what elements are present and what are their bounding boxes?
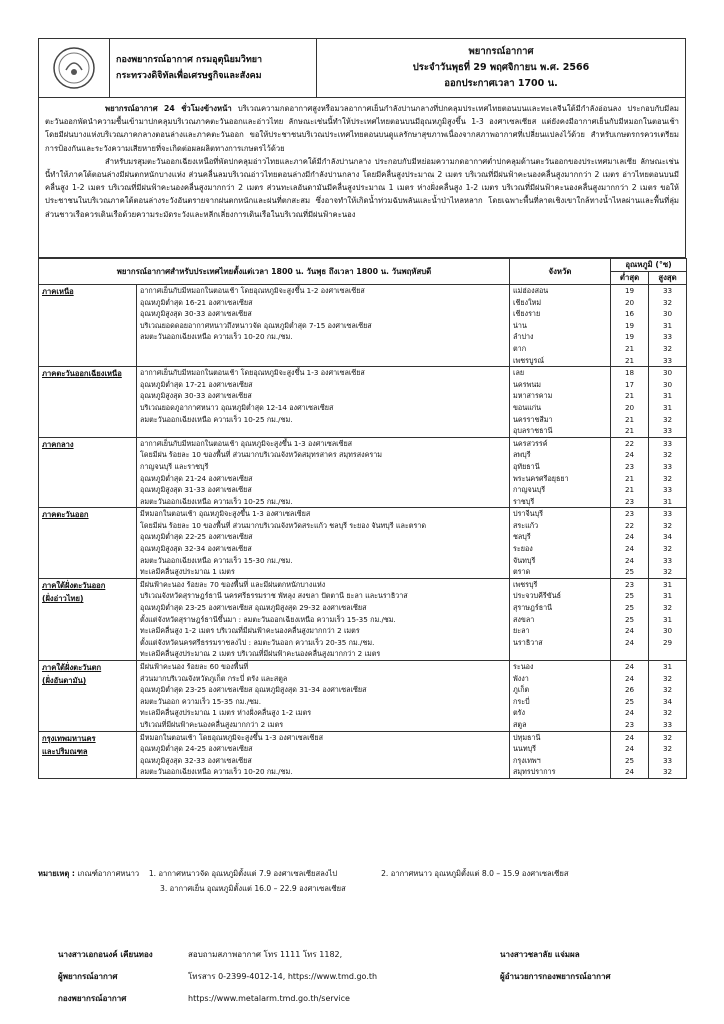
min-temp: 24: [624, 555, 635, 565]
min-temp: 19: [624, 320, 635, 330]
region-name: [39, 285, 137, 367]
forecast-line: ตั้งแต่จังหวัดนครศรีธรรมราชลงไป : ลมตะวันออก ความเร็ว 20-35 กม./ชม.: [140, 637, 375, 647]
min-temp-list: [611, 437, 649, 508]
max-temp: 33: [662, 755, 673, 765]
min-temp: 21: [624, 343, 635, 353]
forecaster-role: ผู้พยากรณ์อากาศ: [58, 972, 118, 981]
province-name: ลพบุรี: [513, 450, 531, 460]
forecast-line: ทะเลมีคลื่นสูงประมาณ 1 เมตร: [140, 567, 235, 577]
max-temp: 33: [662, 485, 673, 495]
region-forecast-text: [137, 578, 510, 660]
min-temp: 19: [624, 332, 635, 342]
province-name: ตรัง: [513, 708, 526, 718]
max-temp: 34: [662, 696, 673, 706]
region-forecast-text: [137, 437, 510, 508]
forecast-line: ทะเลมีคลื่นสูงประมาณ 2 เมตร บริเวณที่มีฝนฟ้าคะนองคลื่นสูงมากกว่า 2 เมตร: [140, 649, 381, 659]
min-temp: 24: [624, 673, 635, 683]
forecast-line: บริเวณจังหวัดสุราษฎร์ธานี นครศรีธรรมราช พัทลุง สงขลา ปัตตานี ยะลา และนราธิวาส: [140, 591, 408, 601]
min-temp: 25: [624, 591, 635, 601]
province-name: พังงา: [513, 673, 529, 683]
max-temp: 32: [662, 450, 673, 460]
province-name: พระนครศรีอยุธยา: [513, 473, 569, 483]
province-list: [510, 285, 611, 367]
contact-phone: สอบถามสภาพอากาศ โทร 1111 โทร 1182,: [188, 950, 343, 959]
region-forecast-text: [137, 508, 510, 579]
forecast-line: มีฝนฟ้าคะนอง ร้อยละ 60 ของพื้นที่: [140, 662, 249, 671]
region-name-line1: ภาคใต้ฝั่งตะวันตก: [42, 663, 102, 672]
max-temp: 32: [662, 708, 673, 718]
province-name: ประจวบคีรีขันธ์: [513, 591, 561, 601]
min-temp: 24: [624, 732, 635, 742]
forecast-line: อุณหภูมิสูงสุด 31-33 องศาเซลเซียส: [140, 485, 252, 495]
max-temp-list: [649, 367, 687, 438]
org-line1: กองพยากรณ์อากาศ กรมอุตุนิยมวิทยา: [116, 55, 263, 65]
forecast-line: ลมตะวันออกเฉียงเหนือ ความเร็ว 10-25 กม./ชม.: [140, 414, 293, 424]
province-name: ระยอง: [513, 544, 533, 554]
province-list: [510, 437, 611, 508]
province-name: ราชบุรี: [513, 496, 535, 506]
max-temp: 32: [662, 673, 673, 683]
intro-paragraph-1: [45, 102, 679, 155]
contact-fax-link[interactable]: โทรสาร 0-2399-4012-14, https://www.tmd.go.th: [188, 972, 378, 981]
min-temp: 21: [624, 414, 635, 424]
min-temp: 24: [624, 637, 635, 647]
note-criteria: เกณฑ์อากาศหนาว: [77, 869, 140, 878]
max-temp: 33: [662, 555, 673, 565]
region-forecast-text: [137, 367, 510, 438]
province-name: ตาก: [513, 343, 527, 353]
forecast-line: ทะเลมีคลื่นสูงประมาณ 1 เมตร ห่างฝั่งคลื่นสูง 1-2 เมตร: [140, 708, 312, 718]
region-forecast-text: [137, 661, 510, 732]
min-temp: 24: [624, 626, 635, 636]
province-name: นนทบุรี: [513, 744, 537, 754]
director-block: [500, 944, 611, 988]
province-name: เลย: [513, 368, 525, 378]
min-temp-list: [611, 508, 649, 579]
forecast-table: [38, 258, 687, 779]
min-temp: 17: [624, 379, 635, 389]
forecast-line: บริเวณยอดดอยอากาศหนาวถึงหนาวจัด อุณหภูมิต่ำสุด 7-15 องศาเซลเซียส: [140, 320, 372, 330]
min-temp: 19: [624, 286, 635, 295]
forecaster-block: [58, 944, 153, 1010]
note-item2: 2. อากาศหนาว อุณหภูมิตั้งแต่ 8.0 – 15.9 องศาเซลเซียส: [381, 869, 569, 878]
max-temp: 32: [662, 732, 673, 742]
region-row: [39, 437, 687, 508]
region-name-line2: (ฝั่งอันดามัน): [42, 676, 87, 685]
province-name: ตราด: [513, 567, 531, 577]
province-name: กาญจนบุรี: [513, 485, 546, 495]
region-row: [39, 367, 687, 438]
doc-title: พยากรณ์อากาศ: [468, 46, 534, 57]
max-temp: 30: [662, 368, 673, 378]
max-temp: 33: [662, 355, 673, 365]
forecast-line: อากาศเย็นกับมีหมอกในตอนเช้า โดยอุณหภูมิจะสูงขึ้น 1-2 องศาเซลเซียส: [140, 286, 365, 295]
region-name-line1: ภาคเหนือ: [42, 287, 74, 296]
province-name: ขอนแก่น: [513, 402, 542, 412]
forecast-title-block: [317, 39, 685, 97]
max-temp: 32: [662, 744, 673, 754]
forecast-line: อุณหภูมิสูงสุด 30-33 องศาเซลเซียส: [140, 391, 252, 401]
forecast-line: โดยมีฝน ร้อยละ 10 ของพื้นที่ ส่วนมากบริเวณจังหวัดสระแก้ว ชลบุรี ระยอง จันทบุรี และตราด: [140, 520, 427, 530]
min-temp: 23: [624, 719, 635, 729]
max-temp: 33: [662, 332, 673, 342]
province-name: กรุงเทพฯ: [513, 755, 541, 765]
province-name: ปทุมธานี: [513, 732, 541, 742]
min-temp: 21: [624, 391, 635, 401]
max-header: สูงสุด: [649, 272, 687, 285]
forecast-line: บริเวณยอดภูอากาศหนาว อุณหภูมิต่ำสุด 12-14 องศาเซลเซียส: [140, 402, 334, 412]
min-temp: 24: [624, 450, 635, 460]
forecast-line: ตั้งแต่จังหวัดสุราษฎร์ธานีขึ้นมา : ลมตะวันออกเฉียงเหนือ ความเร็ว 15-35 กม./ชม.: [140, 614, 396, 624]
min-temp: 23: [624, 509, 635, 519]
forecast-line: โดยมีฝน ร้อยละ 10 ของพื้นที่ ส่วนมากบริเวณจังหวัดสมุทรสาคร สมุทรสงคราม: [140, 450, 383, 460]
region-name-line1: ภาคตะวันออกเฉียงเหนือ: [42, 369, 122, 379]
forecast-line: อากาศเย็นกับมีหมอกในตอนเช้า โดยอุณหภูมิจะสูงขึ้น 1-3 องศาเซลเซียส: [140, 368, 365, 378]
province-name: ลำปาง: [513, 332, 534, 342]
director-role: ผู้อำนวยการกองพยากรณ์อากาศ: [500, 972, 611, 981]
intro-lead: พยากรณ์อากาศ 24 ชั่วโมงข้างหน้า: [105, 104, 232, 113]
min-temp: 25: [624, 614, 635, 624]
province-list: [510, 367, 611, 438]
max-temp: 32: [662, 297, 673, 307]
forecast-line: อุณหภูมิสูงสุด 32-33 องศาเซลเซียส: [140, 755, 252, 765]
max-temp: 32: [662, 544, 673, 554]
max-temp: 31: [662, 662, 673, 671]
min-temp: 21: [624, 426, 635, 436]
min-temp: 25: [624, 696, 635, 706]
forecast-line: อุณหภูมิต่ำสุด 24-25 องศาเซลเซียส: [140, 744, 253, 754]
max-temp: 34: [662, 532, 673, 542]
province-name: เชียงราย: [513, 309, 541, 319]
min-temp: 16: [624, 309, 635, 319]
province-name: แม่ฮ่องสอน: [513, 286, 549, 295]
note-line1: [38, 866, 686, 881]
forecast-line: มีหมอกในตอนเช้า อุณหภูมิจะสูงขึ้น 1-3 องศาเซลเซียส: [140, 509, 311, 519]
min-temp: 23: [624, 579, 635, 589]
min-temp: 24: [624, 744, 635, 754]
region-name-line2: และปริมณฑล: [42, 746, 88, 756]
temp-header: อุณหภูมิ (°ซ): [611, 259, 687, 272]
region-name-line1: ภาคกลาง: [42, 439, 74, 449]
region-row: [39, 285, 687, 367]
region-name: [39, 437, 137, 508]
province-name: สุราษฎร์ธานี: [513, 603, 553, 613]
director-name: นางสาวชลาลัย แจ่มผล: [500, 950, 580, 959]
province-name: ปราจีนบุรี: [513, 509, 544, 519]
province-name: นครราชสีมา: [513, 414, 553, 424]
max-temp: 31: [662, 391, 673, 401]
max-temp-list: [649, 508, 687, 579]
max-temp: 31: [662, 614, 673, 624]
forecast-line: บริเวณที่มีฝนฟ้าคะนองคลื่นสูงมากกว่า 2 เมตร: [140, 719, 284, 729]
forecast-line: อุณหภูมิสูงสุด 30-33 องศาเซลเซียส: [140, 309, 252, 319]
max-temp-list: [649, 437, 687, 508]
max-temp: 30: [662, 379, 673, 389]
min-temp: 25: [624, 755, 635, 765]
min-temp: 24: [624, 544, 635, 554]
min-temp: 21: [624, 355, 635, 365]
region-name: [39, 367, 137, 438]
max-temp: 32: [662, 343, 673, 353]
province-header: จังหวัด: [510, 259, 611, 285]
forecast-line: กาญจนบุรี และราชบุรี: [140, 461, 209, 471]
province-name: สงขลา: [513, 614, 535, 624]
contact-service-link[interactable]: https://www.metalarm.tmd.go.th/service: [188, 994, 350, 1003]
region-name: [39, 578, 137, 660]
province-name: นราธิวาส: [513, 637, 543, 647]
forecast-line: อุณหภูมิสูงสุด 32-34 องศาเซลเซียส: [140, 544, 252, 554]
max-temp-list: [649, 731, 687, 778]
max-temp: 31: [662, 320, 673, 330]
province-list: [510, 731, 611, 778]
min-temp-list: [611, 731, 649, 778]
region-name: [39, 508, 137, 579]
province-name: กระบี่: [513, 696, 530, 706]
forecast-line: ลมตะวันออกเฉียงเหนือ ความเร็ว 15-30 กม./ชม.: [140, 555, 293, 565]
max-temp: 31: [662, 496, 673, 506]
max-temp: 31: [662, 402, 673, 412]
note-label: หมายเหตุ :: [38, 869, 75, 878]
region-name-line1: ภาคตะวันออก: [42, 510, 89, 520]
max-temp: 32: [662, 567, 673, 577]
province-name: จันทบุรี: [513, 555, 536, 565]
forecast-line: อุณหภูมิต่ำสุด 22-25 องศาเซลเซียส: [140, 532, 253, 542]
header-box: [38, 38, 686, 98]
province-name: น่าน: [513, 320, 527, 330]
province-list: [510, 578, 611, 660]
province-name: เพชรบูรณ์: [513, 355, 545, 365]
max-temp-list: [649, 661, 687, 732]
max-temp: 32: [662, 473, 673, 483]
note-line2: [38, 881, 686, 896]
region-name-line2: (ฝั่งอ่าวไทย): [42, 593, 84, 603]
region-row: [39, 661, 687, 732]
region-name: [39, 731, 137, 778]
note-section: [38, 866, 686, 896]
forecast-line: ลมตะวันออกเฉียงเหนือ ความเร็ว 10-20 กม./ชม.: [140, 332, 293, 342]
min-temp: 20: [624, 297, 635, 307]
min-temp-list: [611, 367, 649, 438]
table-title: พยากรณ์อากาศสำหรับประเทศไทยตั้งแต่เวลา 1800 น. วันพุธ ถึงเวลา 1800 น. วันพฤหัสบดี: [39, 259, 510, 285]
forecast-line: มีฝนฟ้าคะนอง ร้อยละ 70 ของพื้นที่ และมีฝนตกหนักบางแห่ง: [140, 579, 326, 589]
min-temp-list: [611, 578, 649, 660]
max-temp: 31: [662, 579, 673, 589]
min-temp: 21: [624, 473, 635, 483]
forecaster-dept: กองพยากรณ์อากาศ: [58, 994, 127, 1003]
province-name: อุทัยธานี: [513, 461, 540, 471]
region-name-line1: กรุงเทพมหานคร: [42, 733, 96, 743]
region-row: [39, 731, 687, 778]
forecast-line: ทะเลมีคลื่นสูง 1-2 เมตร บริเวณที่มีฝนฟ้าคะนองคลื่นสูงมากกว่า 2 เมตร: [140, 626, 360, 636]
province-name: สตูล: [513, 719, 527, 729]
forecast-line: อากาศเย็นกับมีหมอกในตอนเช้า อุณหภูมิจะสูงขึ้น 1-3 องศาเซลเซียส: [140, 438, 353, 448]
max-temp: 32: [662, 685, 673, 695]
forecast-line: อุณหภูมิต่ำสุด 17-21 องศาเซลเซียส: [140, 379, 253, 389]
min-header: ต่ำสุด: [611, 272, 649, 285]
forecast-line: อุณหภูมิต่ำสุด 21-24 องศาเซลเซียส: [140, 473, 253, 483]
forecast-line: อุณหภูมิต่ำสุด 23-25 องศาเซลเซียส อุณหภูมิสูงสุด 29-32 องศาเซลเซียส: [140, 603, 367, 613]
province-name: นครพนม: [513, 379, 541, 389]
min-temp: 24: [624, 532, 635, 542]
note-item3: 3. อากาศเย็น อุณหภูมิตั้งแต่ 16.0 – 22.9 องศาเซลเซียส: [160, 884, 346, 893]
max-temp: 32: [662, 414, 673, 424]
max-temp: 33: [662, 509, 673, 519]
general-situation: [38, 98, 686, 258]
table-header-row: [39, 259, 687, 272]
forecast-line: ลมตะวันออกเฉียงเหนือ ความเร็ว 10-25 กม./ชม.: [140, 496, 293, 506]
province-name: เพชรบุรี: [513, 579, 538, 589]
forecast-line: ลมตะวันออกเฉียงเหนือ ความเร็ว 10-20 กม./ชม.: [140, 767, 293, 777]
province-name: มหาสารคาม: [513, 391, 553, 401]
organization-block: [110, 39, 317, 97]
max-temp: 33: [662, 426, 673, 436]
min-temp: 18: [624, 368, 635, 378]
max-temp: 32: [662, 603, 673, 613]
max-temp: 33: [662, 438, 673, 448]
max-temp: 29: [662, 637, 673, 647]
province-name: สมุทรปราการ: [513, 767, 556, 777]
province-name: ยะลา: [513, 626, 530, 636]
forecast-line: ส่วนมากบริเวณจังหวัดภูเก็ต กระบี่ ตรัง และสตูล: [140, 673, 288, 683]
min-temp: 23: [624, 496, 635, 506]
doc-time: ออกประกาศเวลา 1700 น.: [444, 78, 558, 89]
note-item1: 1. อากาศหนาวจัด อุณหภูมิตั้งแต่ 7.9 องศาเซลเซียสลงไป: [148, 869, 338, 878]
region-row: [39, 578, 687, 660]
min-temp: 20: [624, 402, 635, 412]
forecaster-name: นางสาวเอกอนงค์ เคียนทอง: [58, 950, 153, 959]
min-temp: 23: [624, 461, 635, 471]
min-temp-list: [611, 285, 649, 367]
region-forecast-text: [137, 285, 510, 367]
doc-date: ประจำวันพุธที่ 29 พฤศจิกายน พ.ศ. 2566: [412, 62, 590, 73]
min-temp: 22: [624, 520, 635, 530]
max-temp: 30: [662, 309, 673, 319]
forecast-line: มีหมอกในตอนเช้า โดยอุณหภูมิจะสูงขึ้น 1-3 องศาเซลเซียส: [140, 732, 323, 742]
province-list: [510, 661, 611, 732]
region-name-line1: ภาคใต้ฝั่งตะวันออก: [42, 580, 106, 590]
contact-block: [188, 944, 377, 1010]
max-temp: 33: [662, 719, 673, 729]
region-row: [39, 508, 687, 579]
province-name: เชียงใหม่: [513, 297, 542, 307]
intro-text-1: บริเวณความกดอากาศสูงหรือมวลอากาศเย็นกำลังปานกลางที่ปกคลุมประเทศไทยตอนบนและทะเลจีนใต้มีกำลังอ่อนลง ประกอบกับมีลมตะวันออกพัดนำความชื้นเข้ามาปกคลุมบริเวณภาคตะวันออกและอ่าวไทย ลักษณะเช่นนี้ทำให้ประเทศไทยตอนบนมีอุณหภูมิสูงขึ้น 1-3 องศาเซลเซียส แต่ยังคงมีอากาศเย็นกับมีหมอกในตอนเช้า โดยมีฝนบางแห่งบริเวณภาคกลางตอนล่างและภาคตะวันออก ขอให้ประชาชนบริเวณประเทศไทยตอนบนดูแลรักษาสุขภาพเนื่องจากสภาพอากาศที่เปลี่ยนแปลงไว้ด้วย สำหรับเกษตรกรควรเตรียมการป้องกันและระวังความเสียหายที่จะเกิดต่อผลผลิตทางการเกษตรไว้ด้วย: [45, 104, 679, 153]
forecast-line: ลมตะวันออก ความเร็ว 15-35 กม./ชม.: [140, 696, 262, 706]
max-temp: 33: [662, 461, 673, 471]
max-temp: 33: [662, 286, 673, 295]
intro-paragraph-2: สำหรับมรสุมตะวันออกเฉียงเหนือที่พัดปกคลุมอ่าวไทยและภาคใต้มีกำลังปานกลาง ประกอบกับมีหย่อมความกดอากาศต่ำปกคลุมด้านตะวันออกของประเทศมาเลเซีย ลักษณะเช่นนี้ทำให้ภาคใต้ตอนล่างมีฝนตกหนักบางแห่ง ส่วนคลื่นลมบริเวณอ่าวไทยตอนล่างมีกำลังปานกลาง โดยมีคลื่นสูงประมาณ 2 เมตร บริเวณที่มีฝนฟ้าคะนองคลื่นสูงมากกว่า 2 เมตร อ่าวไทยตอนบนมีคลื่นสูง 1-2 เมตร บริเวณที่มีฝนฟ้าคะนองคลื่นสูงมากกว่า 2 เมตร ส่วนทะเลอันดามันมีคลื่นสูงประมาณ 1 เมตร ห่างฝั่งคลื่นสูง 1-2 เมตร บริเวณที่มีฝนฟ้าคะนองคลื่นสูงมากกว่า 2 เมตร ขอให้ประชาชนในบริเวณภาคใต้ตอนล่างระวังอันตรายจากฝนตกหนักและฝนที่ตกสะสม ซึ่งอาจทำให้เกิดน้ำท่วมฉับพลันและน้ำป่าไหลหลาก โดยเฉพาะพื้นที่ลาดเชิงเขาใกล้ทางน้ำไหลผ่านและพื้นที่ลุ่ม ส่วนชาวเรือควรเดินเรือด้วยความระมัดระวังและหลีกเลี่ยงการเดินเรือในบริเวณที่มีฝนฟ้าคะนอง: [45, 156, 679, 219]
max-temp-list: [649, 285, 687, 367]
min-temp: 24: [624, 767, 635, 777]
min-temp-list: [611, 661, 649, 732]
forecast-line: อุณหภูมิต่ำสุด 16-21 องศาเซลเซียส: [140, 297, 253, 307]
min-temp: 22: [624, 438, 635, 448]
province-name: สระแก้ว: [513, 520, 539, 530]
min-temp: 25: [624, 567, 635, 577]
province-name: นครสวรรค์: [513, 438, 548, 448]
max-temp: 32: [662, 767, 673, 777]
max-temp: 31: [662, 591, 673, 601]
min-temp: 21: [624, 485, 635, 495]
tmd-logo-icon: [39, 39, 110, 97]
province-name: ระนอง: [513, 662, 534, 671]
max-temp-list: [649, 578, 687, 660]
min-temp: 26: [624, 685, 635, 695]
region-name: [39, 661, 137, 732]
province-name: ภูเก็ต: [513, 685, 530, 695]
forecast-line: อุณหภูมิต่ำสุด 23-25 องศาเซลเซียส อุณหภูมิสูงสุด 31-34 องศาเซลเซียส: [140, 685, 367, 695]
max-temp: 30: [662, 626, 673, 636]
org-line2: กระทรวงดิจิทัลเพื่อเศรษฐกิจและสังคม: [116, 71, 262, 81]
min-temp: 24: [624, 708, 635, 718]
province-name: ชลบุรี: [513, 532, 531, 542]
province-name: อุบลราชธานี: [513, 426, 553, 436]
province-list: [510, 508, 611, 579]
min-temp: 24: [624, 662, 635, 671]
max-temp: 32: [662, 520, 673, 530]
min-temp: 25: [624, 603, 635, 613]
region-forecast-text: [137, 731, 510, 778]
